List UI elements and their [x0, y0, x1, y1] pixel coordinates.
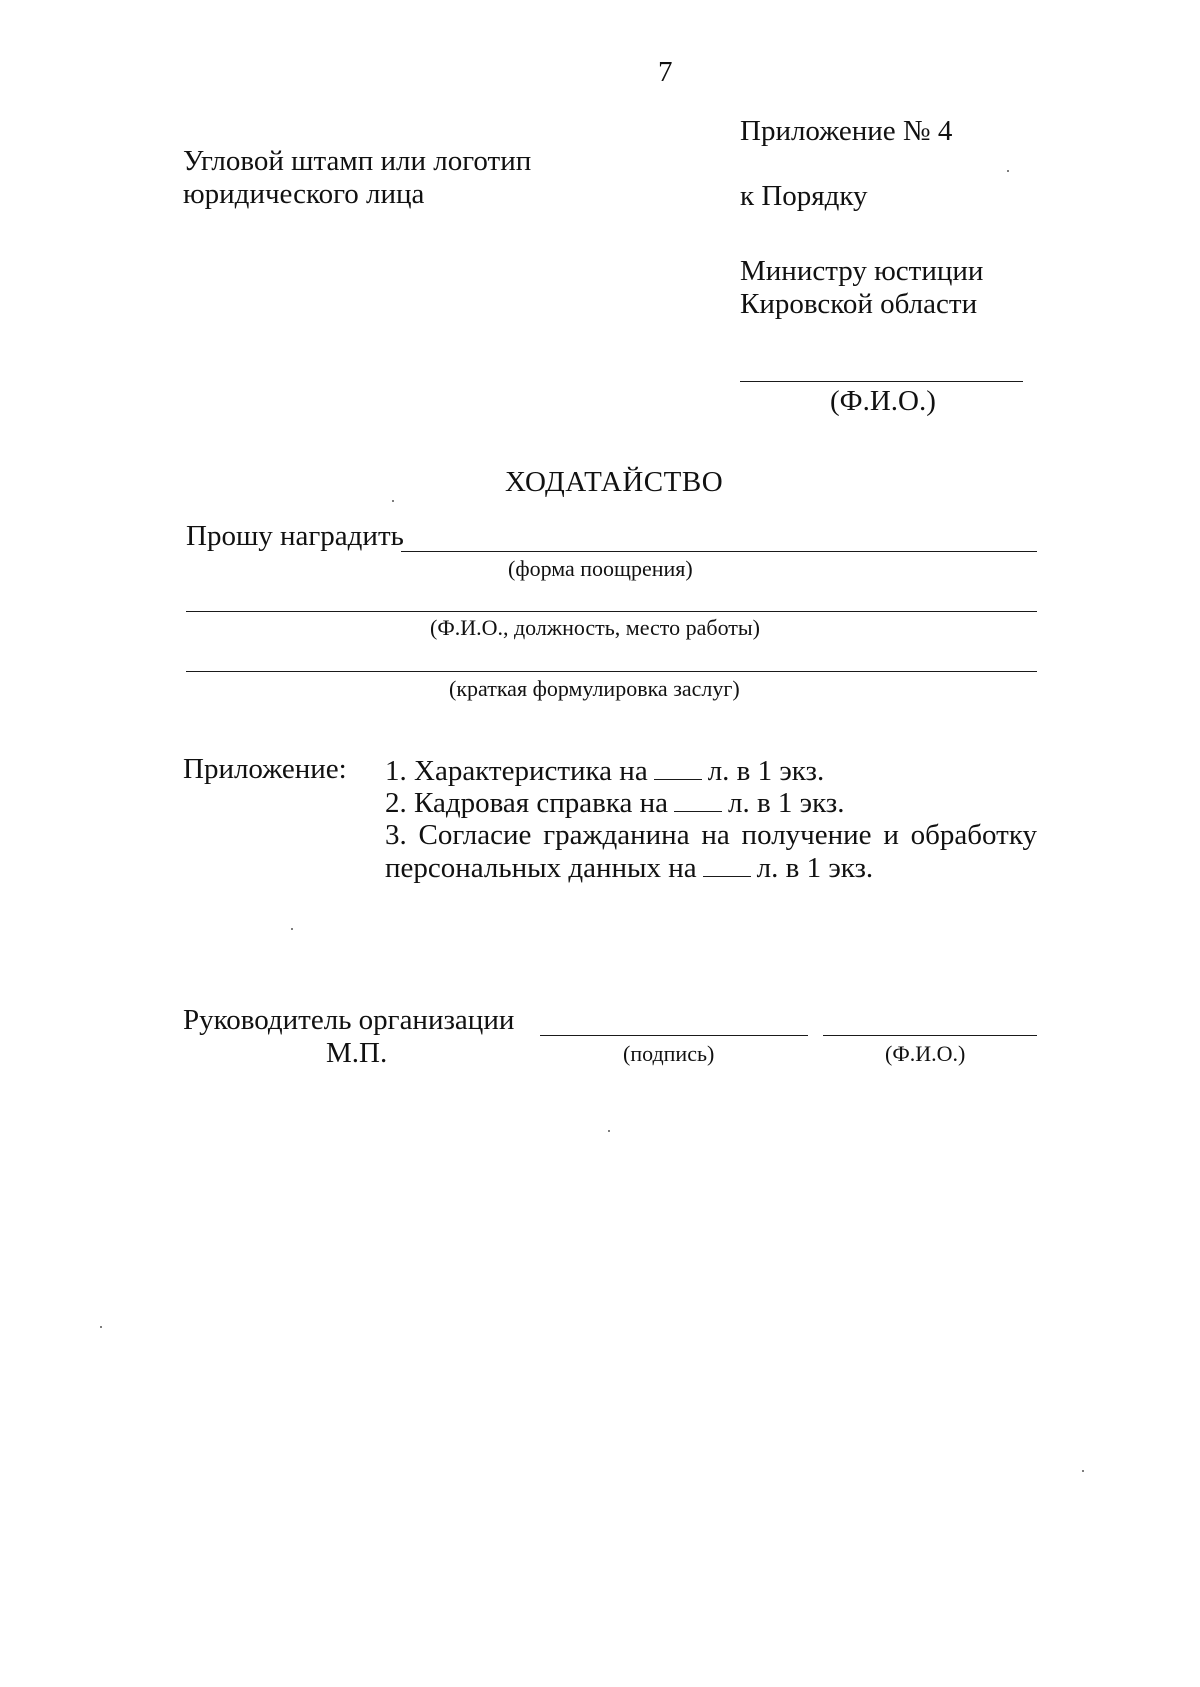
head-of-organization-label: Руководитель организации [183, 1004, 515, 1036]
stamp-place-label: М.П. [326, 1037, 388, 1069]
to-order-label: к Порядку [740, 180, 868, 212]
attachment-item-2-text: 2. Кадровая справка на [385, 787, 668, 819]
attachment-item-3-suffix: л. в 1 экз. [756, 852, 874, 884]
sheet-count-blank [703, 854, 751, 877]
attachment-item-1-suffix: л. в 1 экз. [707, 755, 825, 787]
attachments-label: Приложение: [183, 753, 347, 785]
addressee-fio-caption: (Ф.И.О.) [830, 385, 936, 417]
scan-speck [291, 928, 293, 930]
award-form-caption: (форма поощрения) [508, 556, 693, 581]
addressee-line-2: Кировской области [740, 288, 978, 320]
attachment-item-1-text: 1. Характеристика на [385, 755, 648, 787]
merits-caption: (краткая формулировка заслуг) [449, 676, 740, 701]
attachment-item-3-line-1: 3. Согласие гражданина на получение и обработку [385, 819, 1037, 851]
signature-line [540, 1035, 808, 1036]
scan-speck [608, 1130, 610, 1132]
addressee-line-1: Министру юстиции [740, 255, 984, 287]
person-caption: (Ф.И.О., должность, место работы) [430, 615, 761, 640]
person-line [186, 611, 1037, 612]
attachment-item-2 [385, 789, 845, 818]
attachment-item-2-suffix: л. в 1 экз. [727, 787, 845, 819]
attachment-item-1 [385, 757, 824, 786]
signature-caption: (подпись) [623, 1041, 715, 1066]
attachment-item-3-line-2 [385, 854, 873, 883]
sheet-count-blank [674, 789, 722, 812]
scan-speck [1007, 170, 1009, 172]
request-label: Прошу наградить [186, 520, 404, 552]
corner-stamp-line-2: юридического лица [183, 178, 425, 210]
page-number: 7 [658, 56, 673, 88]
signature-fio-caption: (Ф.И.О.) [885, 1041, 966, 1066]
scan-speck [1082, 1470, 1084, 1472]
signature-fio-line [823, 1035, 1037, 1036]
corner-stamp-line-1: Угловой штамп или логотип [183, 145, 532, 177]
scan-speck [100, 1326, 102, 1328]
attachment-item-3-text: персональных данных на [385, 852, 697, 884]
document-title: ХОДАТАЙСТВО [505, 466, 724, 498]
sheet-count-blank [654, 757, 702, 780]
appendix-label: Приложение № 4 [740, 115, 953, 147]
award-form-line [401, 551, 1037, 552]
addressee-fio-line [740, 381, 1023, 382]
merits-line [186, 671, 1037, 672]
scan-speck [392, 500, 394, 502]
